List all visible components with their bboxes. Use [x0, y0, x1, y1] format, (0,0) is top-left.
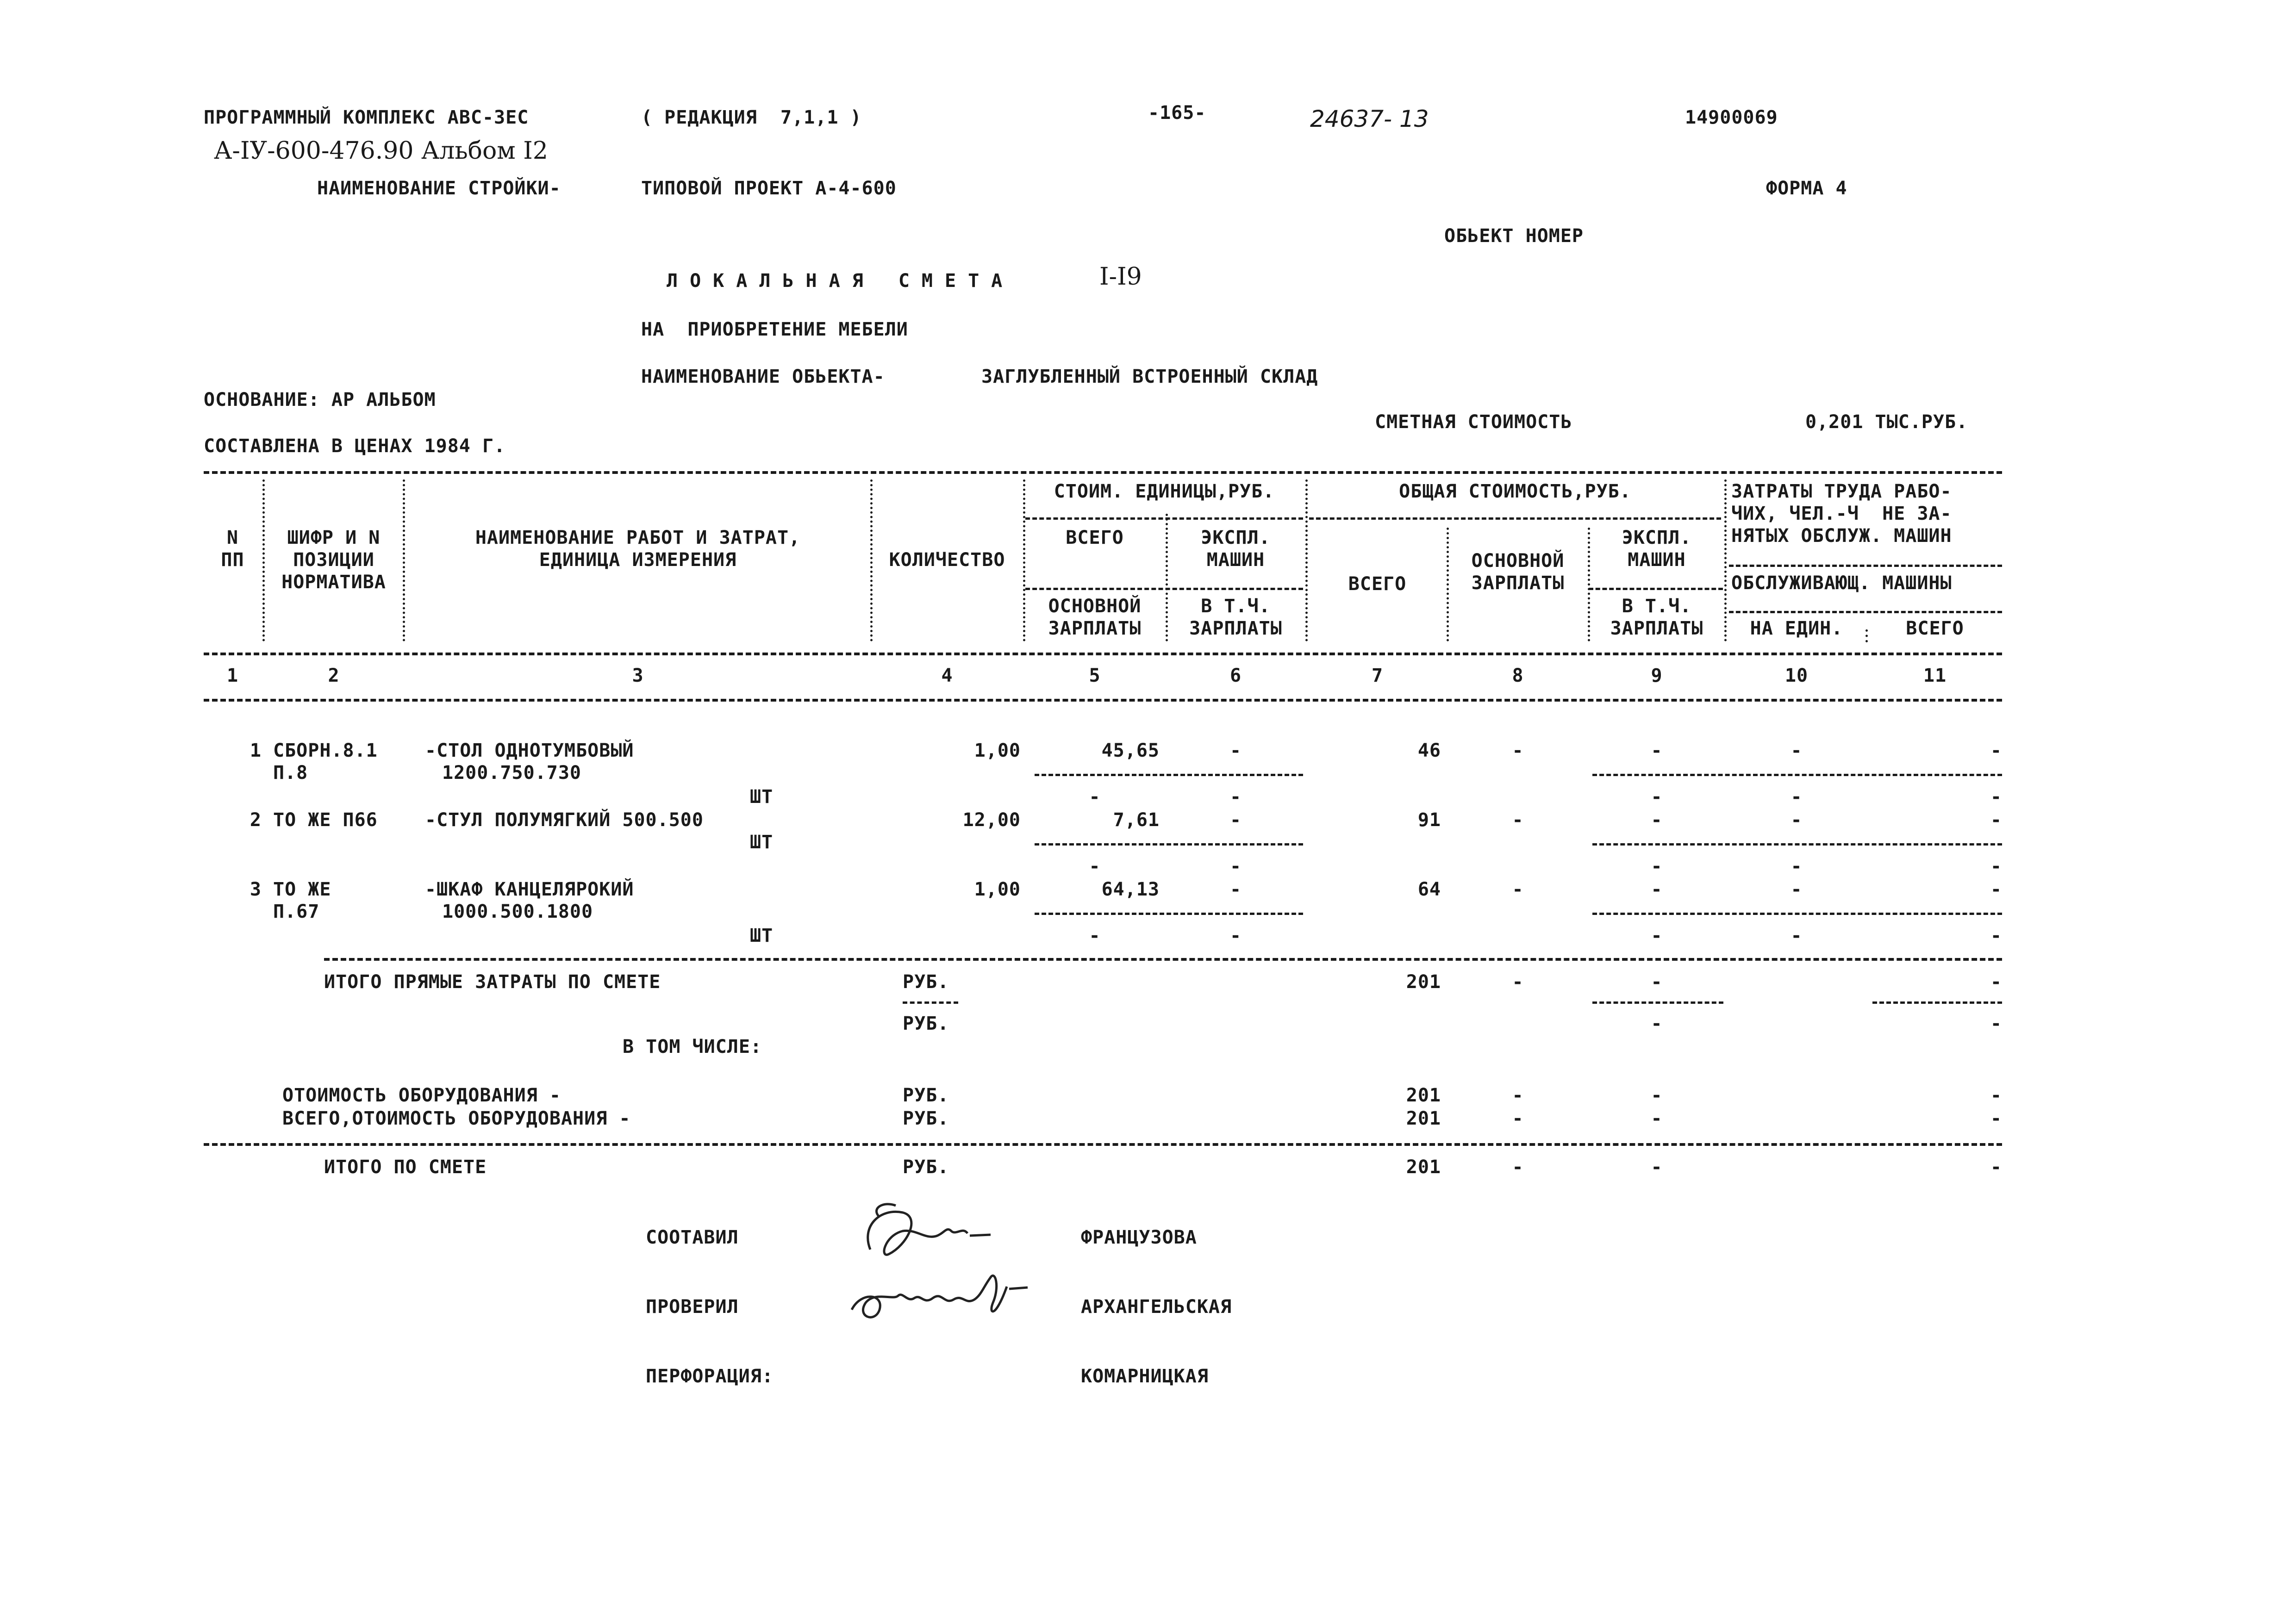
row-total-incl: - [1651, 786, 1663, 808]
perforation-name: КОМАРНИЦКАЯ [1081, 1366, 1209, 1387]
edition: ( РЕДАКЦИЯ 7,1,1 ) [641, 107, 862, 128]
col-number-rule [204, 699, 2002, 702]
col-sep [403, 479, 405, 641]
form-label: ФОРМА 4 [1766, 178, 1847, 199]
checked-name: АРХАНГЕЛЬСКАЯ [1081, 1296, 1232, 1318]
row-total: 64 [1417, 879, 1441, 900]
object-label: НАИМЕНОВАНИЕ ОБЬЕКТА- [641, 366, 885, 387]
row-unit-basic: - [1089, 925, 1101, 946]
header-unit-basic: ОСНОВНОЙ [1048, 596, 1142, 617]
header-cipher: ПОЗИЦИИ [293, 549, 374, 571]
col-sep [262, 479, 265, 641]
table-top-rule [204, 471, 2002, 474]
header-unit-machines: МАШИН [1206, 549, 1265, 571]
row-labor-unit: - [1791, 740, 1803, 761]
row-unit-basic: - [1089, 856, 1101, 877]
row-labor-unit: - [1791, 809, 1803, 831]
direct-costs-labor: - [1990, 971, 2002, 993]
row-rule [1592, 843, 2002, 846]
signature-checked [842, 1259, 1055, 1337]
header-unit-incl: ЗАРПЛАТЫ [1189, 618, 1282, 639]
row-labor-total-2: - [1990, 925, 2002, 946]
document-number: 24637- 13 [1310, 106, 1429, 132]
header-bottom-rule [204, 653, 2002, 655]
header-cipher: ШИФР И N [287, 527, 381, 548]
header-total-all: ВСЕГО [1348, 573, 1407, 595]
document-title: ЛОКАЛЬНАЯ СМЕТА [667, 270, 1015, 292]
row-labor-total: - [1990, 879, 2002, 900]
row-quantity: 12,00 [962, 809, 1021, 831]
row-unit-total: 45,65 [1101, 740, 1160, 761]
row-rule [1035, 843, 1303, 846]
rows-bottom-rule [324, 958, 2002, 961]
row-quantity: 1,00 [974, 879, 1021, 900]
object-value: ЗАГЛУБЛЕННЫЙ ВСТРОЕННЫЙ СКЛАД [981, 366, 1318, 387]
row-total-basic: - [1512, 879, 1524, 900]
col-number: 4 [941, 665, 953, 686]
col-sep [1023, 479, 1025, 641]
document-title-number: I-I9 [1099, 263, 1142, 291]
purpose: НА ПРИОБРЕТЕНИЕ МЕБЕЛИ [641, 319, 908, 340]
album-reference: А-IУ-600-476.90 Альбом I2 [214, 137, 548, 165]
header-rule [1025, 588, 1303, 590]
row-total-machines: - [1651, 879, 1663, 900]
prices-year: СОСТАВЛЕНА В ЦЕНАХ 1984 Г. [204, 435, 506, 457]
row-cipher: СБОРН.8.1 [273, 740, 378, 761]
final-labor: - [1990, 1157, 2002, 1178]
composed-label: СООТАВИЛ [646, 1227, 739, 1248]
row-number: 2 [250, 809, 262, 831]
final-basic: - [1512, 1157, 1524, 1178]
row-unit: ШТ [750, 786, 774, 808]
header-total-incl: ЗАРПЛАТЫ [1610, 618, 1703, 639]
equipment-machines: - [1651, 1085, 1663, 1106]
row-rule [1592, 913, 2002, 915]
header-cipher: НОРМАТИВА [281, 572, 386, 593]
header-total-machines: ЭКСПЛ. [1622, 527, 1692, 548]
equipment-basic: - [1512, 1085, 1524, 1106]
row-unit-total: 7,61 [1113, 809, 1160, 831]
row-total: 91 [1417, 809, 1441, 831]
all-equipment-labor: - [1990, 1108, 2002, 1129]
header-unit-basic: ЗАРПЛАТЫ [1048, 618, 1142, 639]
object-number: ОБЬЕКТ НОМЕР [1444, 225, 1584, 247]
header-name: ЕДИНИЦА ИЗМЕРЕНИЯ [539, 549, 737, 571]
header-labor-unit: НА ЕДИН. [1750, 618, 1843, 639]
header-quantity: КОЛИЧЕСТВО [889, 549, 1005, 571]
row-total-incl: - [1651, 856, 1663, 877]
equipment-label: ОТОИМОСТЬ ОБОРУДОВАНИЯ - [282, 1085, 561, 1106]
direct-costs-basic: - [1512, 971, 1524, 993]
col-number: 10 [1784, 665, 1809, 686]
col-number: 3 [632, 665, 644, 686]
header-unit-total: ВСЕГО [1066, 527, 1124, 548]
row-labor-total-2: - [1990, 786, 2002, 808]
cost-value: 0,201 ТЫС.РУБ. [1805, 411, 1968, 433]
header-n: N [226, 527, 239, 548]
row-total-incl: - [1651, 925, 1663, 946]
row-rule [1592, 774, 2002, 776]
header-total-basic: ОСНОВНОЙ [1471, 550, 1565, 572]
composed-name: ФРАНЦУЗОВА [1081, 1227, 1197, 1248]
row-name: -СТУЛ ПОЛУМЯГКИЙ 500.500 [425, 809, 704, 831]
header-rule [1729, 565, 2002, 567]
header-n-sub: ПП [221, 549, 244, 571]
col-number: 5 [1089, 665, 1101, 686]
currency: РУБ. [903, 1157, 949, 1178]
header-total-cost: ОБЩАЯ СТОИМОСТЬ,РУБ. [1399, 481, 1631, 502]
col-sep [1724, 479, 1727, 641]
direct-costs-label: ИТОГО ПРЯМЫЕ ЗАТРАТЫ ПО СМЕТЕ [324, 971, 661, 993]
col-number: 7 [1371, 665, 1384, 686]
row-rule [1035, 774, 1303, 776]
row-rule [1035, 913, 1303, 915]
col-number: 8 [1512, 665, 1524, 686]
code: 14900069 [1685, 107, 1778, 128]
all-equipment-total: 201 [1406, 1108, 1441, 1129]
equipment-labor: - [1990, 1085, 2002, 1106]
row-cipher: П.8 [273, 762, 308, 784]
row-total-basic: - [1512, 809, 1524, 831]
row-number: 1 [250, 740, 262, 761]
row-labor-unit: - [1791, 879, 1803, 900]
row-total-machines: - [1651, 740, 1663, 761]
row-labor-total: - [1990, 740, 2002, 761]
row-unit: ШТ [750, 832, 774, 853]
final-total: 201 [1406, 1157, 1441, 1178]
final-total-label: ИТОГО ПО СМЕТЕ [324, 1157, 487, 1178]
currency: РУБ. [903, 1108, 949, 1129]
header-rule [1309, 517, 1721, 520]
construction-label: НАИМЕНОВАНИЕ СТРОЙКИ- [317, 178, 561, 199]
all-equipment-machines: - [1651, 1108, 1663, 1129]
header-name: НАИМЕНОВАНИЕ РАБОТ И ЗАТРАТ, [475, 527, 801, 548]
header-labor-service: ОБСЛУЖИВАЮЩ. МАШИНЫ [1731, 572, 1952, 594]
row-name: 1000.500.1800 [442, 901, 593, 922]
currency: РУБ. [903, 1085, 949, 1106]
currency: РУБ. [903, 971, 949, 993]
row-quantity: 1,00 [974, 740, 1021, 761]
signature-composed [852, 1199, 1018, 1268]
col-number: 11 [1923, 665, 1947, 686]
page-number: -165- [1148, 102, 1206, 124]
equipment-total: 201 [1406, 1085, 1441, 1106]
construction-value: ТИПОВОЙ ПРОЕКТ А-4-600 [641, 178, 897, 199]
header-unit-machines: ЭКСПЛ. [1201, 527, 1271, 548]
summary-rule [204, 1143, 2002, 1146]
row-total-basic: - [1512, 740, 1524, 761]
program-name: ПРОГРАММНЫЙ КОМПЛЕКС АВС-3ЕС [204, 107, 529, 128]
direct-costs-machines: - [1651, 971, 1663, 993]
row-labor-total-2: - [1990, 856, 2002, 877]
currency: РУБ. [903, 1013, 949, 1034]
header-labor: ЧИХ, ЧЕЛ.-Ч НЕ ЗА- [1731, 503, 1952, 524]
row-labor-unit-2: - [1791, 856, 1803, 877]
header-total-machines: МАШИН [1628, 549, 1686, 571]
header-rule [1589, 588, 1723, 590]
row-cipher: ТО ЖЕ П66 [273, 809, 378, 831]
row-name: 1200.750.730 [442, 762, 581, 784]
currency-rule [903, 1001, 958, 1004]
col-sep [1305, 479, 1308, 641]
all-equipment-label: ВСЕГО,ОТОИМОСТЬ ОБОРУДОВАНИЯ - [282, 1108, 631, 1129]
row-number: 3 [250, 879, 262, 900]
perforation-label: ПЕРФОРАЦИЯ: [646, 1366, 774, 1387]
header-unit-incl: В Т.Ч. [1201, 596, 1271, 617]
basis: ОСНОВАНИЕ: АР АЛЬБОМ [204, 389, 436, 410]
row-cipher: П.67 [273, 901, 320, 922]
row-total: 46 [1417, 740, 1441, 761]
row-unit-basic: - [1089, 786, 1101, 808]
col-number: 2 [328, 665, 340, 686]
row-unit-incl: - [1229, 856, 1242, 877]
direct-costs-labor-2: - [1990, 1013, 2002, 1034]
row-unit: ШТ [750, 925, 774, 946]
row-labor-unit-2: - [1791, 786, 1803, 808]
header-total-basic: ЗАРПЛАТЫ [1471, 572, 1565, 594]
row-labor-total: - [1990, 809, 2002, 831]
direct-costs-total: 201 [1406, 971, 1441, 993]
summary-rule [1592, 1001, 1723, 1004]
row-total-machines: - [1651, 809, 1663, 831]
all-equipment-basic: - [1512, 1108, 1524, 1129]
summary-rule [1872, 1001, 2002, 1004]
cost-label: СМЕТНАЯ СТОИМОСТЬ [1375, 411, 1572, 433]
checked-label: ПРОВЕРИЛ [646, 1296, 739, 1318]
col-number: 9 [1651, 665, 1663, 686]
header-labor: ЗАТРАТЫ ТРУДА РАБО- [1731, 481, 1952, 502]
direct-costs-incl: - [1651, 1013, 1663, 1034]
row-name: -ШКАФ КАНЦЕЛЯРОКИЙ [425, 879, 634, 900]
header-total-incl: В Т.Ч. [1622, 596, 1692, 617]
final-machines: - [1651, 1157, 1663, 1178]
row-unit-incl: - [1229, 786, 1242, 808]
row-unit-machines: - [1229, 879, 1242, 900]
col-number: 6 [1229, 665, 1242, 686]
col-number: 1 [226, 665, 239, 686]
header-rule [1729, 611, 2002, 613]
header-labor-total: ВСЕГО [1906, 618, 1964, 639]
row-labor-unit-2: - [1791, 925, 1803, 946]
header-labor: НЯТЫХ ОБСЛУЖ. МАШИН [1731, 525, 1952, 547]
row-unit-machines: - [1229, 809, 1242, 831]
row-cipher: ТО ЖЕ [273, 879, 331, 900]
header-rule [1025, 517, 1303, 520]
row-unit-machines: - [1229, 740, 1242, 761]
row-unit-total: 64,13 [1101, 879, 1160, 900]
row-name: -СТОЛ ОДНОТУМБОВЫЙ [425, 740, 634, 761]
row-unit-incl: - [1229, 925, 1242, 946]
header-unit-cost: СТОИМ. ЕДИНИЦЫ,РУБ. [1054, 481, 1275, 502]
including-label: В ТОМ ЧИСЛЕ: [623, 1036, 762, 1057]
